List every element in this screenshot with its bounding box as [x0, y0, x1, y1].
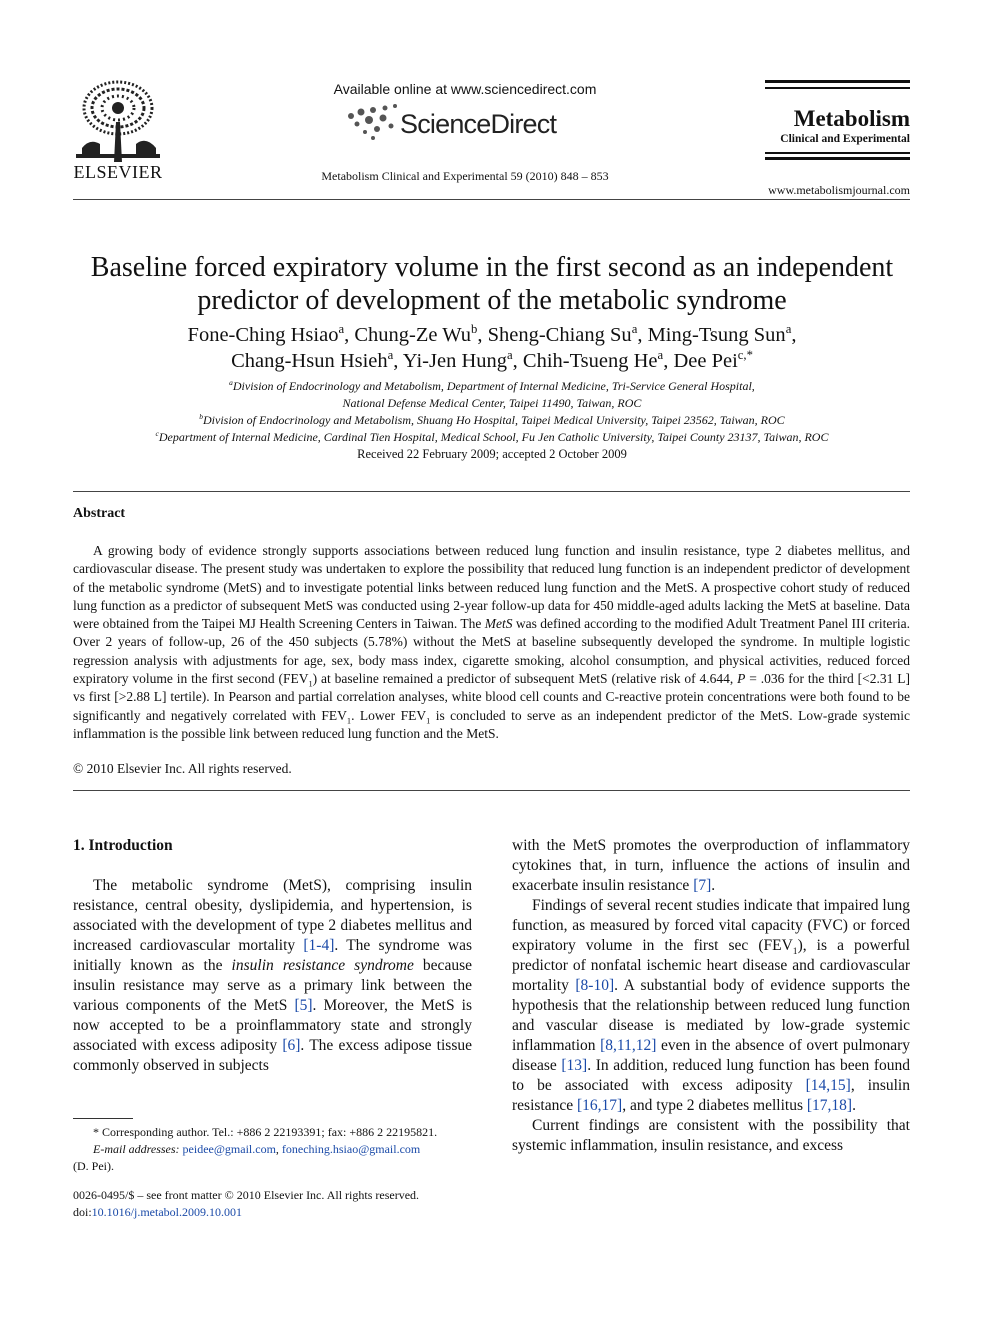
affiliation-text: Division of Endocrinology and Metabolism, Department of Internal Medicine, Tri-Service General Hospital, [232, 379, 755, 393]
paragraph: Current findings are consistent with the possibility that systemic inflammation, insulin resistance, and excess [512, 1117, 910, 1154]
text-segment: . [852, 1097, 856, 1114]
author-separator: , [477, 324, 488, 346]
text-segment: . The excess adipose tissue commonly observed in subjects [73, 1037, 472, 1074]
doi-link[interactable]: 10.1016/j.metabol.2009.10.001 [91, 1205, 242, 1219]
citation-link[interactable]: [1-4] [303, 937, 335, 954]
email-separator: , [275, 1142, 282, 1156]
article-title [60, 251, 924, 317]
text-segment: , and type 2 diabetes mellitus [622, 1097, 807, 1114]
title-line: predictor of development of the metabolic syndrome [197, 285, 787, 316]
author-separator: , [637, 324, 648, 346]
affiliation-text: Department of Internal Medicine, Cardinal Tien Hospital, Medical School, Fu Jen Catholic University, Taipei County 23137, Taiwan, ROC [158, 430, 829, 444]
affiliation-c [60, 429, 924, 446]
email-label: E-mail addresses: [93, 1142, 180, 1156]
author-separator: , [663, 350, 674, 372]
citation-link[interactable]: [13] [561, 1057, 588, 1074]
author-affiliation-mark: a [631, 322, 638, 337]
journal-rule [765, 152, 910, 154]
italic-term: insulin resistance syndrome [231, 957, 414, 974]
paragraph [73, 876, 472, 1076]
journal-citation: Metabolism Clinical and Experimental 59 (2010) 848 – 853 [321, 169, 609, 183]
abstract-segment: ) at baseline remained a predictor of subsequent MetS (relative risk of 4.644, [312, 671, 738, 687]
citation-link[interactable]: [8-10] [575, 977, 615, 994]
citation-link[interactable]: [17,18] [806, 1097, 853, 1114]
author-name: Ming-Tsung Sun [647, 324, 786, 346]
abstract-text [73, 542, 910, 743]
text-segment: because insulin resistance may serve as a primary link between the various components of the MetS [73, 957, 472, 1014]
citation-link[interactable]: [16,17] [576, 1097, 623, 1114]
author-line [60, 322, 924, 348]
author-separator: , [344, 324, 355, 346]
author-name: Chih-Tsueng He [522, 350, 658, 372]
text-segment: . [711, 877, 716, 894]
author-name: Sheng-Chiang Su [487, 324, 632, 346]
journal-rule [765, 80, 910, 83]
elsevier-logo [70, 78, 166, 182]
subscript: 1 [308, 679, 313, 689]
text-segment: The metabolic syndrome (MetS), comprising insulin resistance, central obesity, dyslipidemia, and hypertension, is associated with the development of type 2 diabetes mellitus and increased cardiovascular mortality [73, 877, 472, 954]
text-segment: with the MetS promotes the overproduction of inflammatory cytokines that, in turn, influence the actions of insulin and exacerbate insulin resistance [512, 837, 910, 894]
affiliation-mark: c [155, 429, 159, 438]
author-affiliation-mark: a [507, 348, 513, 363]
abstract-segment: . Lower FEV [351, 707, 427, 723]
right-column [512, 836, 910, 1156]
journal-url-link[interactable]: www.metabolismjournal.com [768, 183, 910, 197]
author-affiliation-mark: b [471, 322, 478, 337]
text-segment: . The syndrome was initially known as the [73, 937, 472, 974]
publisher-name: ELSEVIER [73, 162, 163, 182]
abstract-segment: was defined according to the modified Adult Treatment Panel III criteria. Over 2 years of follow-up, 26 of the 450 subjects (5.78%) without the MetS at baseline subsequently developed the syndrome. In multiple logistic regression analysis with adjustments for age, sex, body mass index, cigarette smoking, alcohol consumption, and physical activities, reduced forced expiratory volume in the first second (FEV [73, 616, 910, 687]
journal-name: Metabolism [793, 106, 910, 131]
affiliation-b [60, 412, 924, 429]
footnote-divider [73, 1118, 133, 1119]
citation-link[interactable]: [5] [294, 997, 313, 1014]
author-separator: , [393, 350, 403, 372]
author-name: Yi-Jen Hung [402, 350, 507, 372]
left-column [73, 876, 472, 1076]
affiliation-a [60, 378, 924, 412]
author-affiliation-mark: c,* [737, 348, 753, 363]
author-affiliation-mark: a [785, 322, 792, 337]
available-online-text[interactable]: Available online at www.sciencedirect.com [333, 81, 597, 97]
email-link[interactable]: foneching.hsiao@gmail.com [281, 1142, 421, 1156]
title-line: Baseline forced expiratory volume in the first second as an independent [90, 252, 894, 283]
text-segment: . Moreover, the MetS is now accepted to be a proinflammatory state and strongly associated with excess adiposity [73, 997, 472, 1054]
author-name: Chung-Ze Wu [354, 324, 471, 346]
abstract-divider [73, 491, 910, 492]
abstract-italic: MetS [484, 616, 513, 632]
text-segment: . A substantial body of evidence supports the hypothesis that the relationship between reduced lung function and vascular disease is mediated by low-grade systemic inflammation [512, 977, 910, 1054]
paragraph [512, 896, 910, 1116]
author-list [60, 322, 924, 374]
author-affiliation-mark: a [387, 348, 394, 363]
author-separator: , [791, 324, 797, 346]
affiliation-mark: a [229, 378, 233, 387]
author-name: Dee Pei [673, 350, 738, 372]
email-line [73, 1141, 473, 1158]
doi-label: doi: [73, 1205, 92, 1219]
corresponding-author: * Corresponding author. Tel.: +886 2 22193391; fax: +886 2 22195821. [93, 1125, 438, 1139]
email-link[interactable]: peidee@gmail.com [182, 1142, 276, 1156]
text-segment: ), is a powerful predictor of nonfatal ischemic heart disease and cardiovascular mortality [512, 937, 910, 994]
journal-rule [765, 157, 910, 160]
subscript: 1 [346, 716, 352, 726]
issn-line: 0026-0495/$ – see front matter © 2010 Elsevier Inc. All rights reserved. [73, 1188, 420, 1202]
abstract-divider [73, 790, 910, 791]
author-affiliation-mark: a [338, 322, 345, 337]
header-divider [73, 199, 910, 200]
text-segment: . In addition, reduced lung function has been found to be associated with excess adiposity [512, 1057, 910, 1094]
abstract-heading: Abstract [73, 506, 126, 521]
subscript: 1 [792, 946, 798, 958]
author-line [60, 348, 924, 374]
author-name: Chang-Hsun Hsieh [231, 350, 388, 372]
text-segment: , insulin resistance [512, 1077, 910, 1114]
journal-rule [765, 87, 910, 89]
paragraph [512, 836, 910, 896]
journal-subtitle: Clinical and Experimental [780, 133, 910, 145]
abstract-segment: is concluded to serve as an independent predictor of the MetS. Low-grade systemic inflammation is the possible link between reduced lung function and the MetS. [73, 707, 910, 741]
affiliation-text: Division of Endocrinology and Metabolism, Shuang Ho Hospital, Taipei Medical University, Taipei 23562, Taiwan, ROC [203, 413, 785, 427]
email-owner: (D. Pei). [73, 1159, 114, 1173]
abstract-segment: = .036 for the third [<2.31 L] vs first [>2.88 L] tertile). In Pearson and partial correlation analyses, white blood cell counts and C-reactive protein concentrations were both found to be significantly and negatively correlated with FEV [73, 671, 911, 723]
affiliation-mark: b [199, 412, 204, 421]
citation-link[interactable]: [14,15] [805, 1077, 851, 1094]
sciencedirect-dots-icon [345, 102, 401, 142]
affiliation-text: National Defense Medical Center, Taipei 11490, Taiwan, ROC [342, 396, 642, 410]
sciencedirect-logo[interactable]: ScienceDirect [400, 109, 557, 139]
abstract-italic: P [737, 671, 746, 687]
abstract-segment: A growing body of evidence strongly supports associations between reduced lung function and insulin resistance, type 2 diabetes mellitus, and cardiovascular disease. The present study was undertaken to explore the possibility that reduced lung function is an independent predictor of development of the metabolic syndrome (MetS) and to investigate potential links between reduced lung function and the MetS. A prospective cohort study of reduced lung function as a predictor of subsequent MetS was conducted using 2-year follow-up data for 450 middle-aged adults lacking the MetS at baseline. Data were obtained from the Taipei MJ Health Screening Centers in Taiwan. The [73, 543, 910, 632]
received-dates: Received 22 February 2009; accepted 2 October 2009 [357, 447, 627, 461]
doi-line [73, 1204, 493, 1221]
author-affiliation-mark: a [657, 348, 664, 363]
author-separator: , [512, 350, 523, 372]
citation-link[interactable]: [7] [693, 877, 712, 894]
citation-link[interactable]: [6] [282, 1037, 301, 1054]
author-name: Fone-Ching Hsiao [187, 324, 339, 346]
elsevier-tree-icon [70, 78, 166, 162]
subscript: 1 [426, 716, 431, 726]
section-heading: 1. Introduction [73, 837, 173, 854]
corresponding-author-footnote [73, 1124, 473, 1175]
copyright-notice: © 2010 Elsevier Inc. All rights reserved. [73, 761, 292, 776]
text-segment: even in the absence of overt pulmonary disease [512, 1037, 910, 1074]
front-matter [73, 1187, 493, 1221]
citation-link[interactable]: [8,11,12] [600, 1037, 657, 1054]
text-segment: Findings of several recent studies indicate that impaired lung function, as measured by forced vital capacity (FVC) or forced expiratory volume in the first sec (FEV [512, 897, 910, 954]
